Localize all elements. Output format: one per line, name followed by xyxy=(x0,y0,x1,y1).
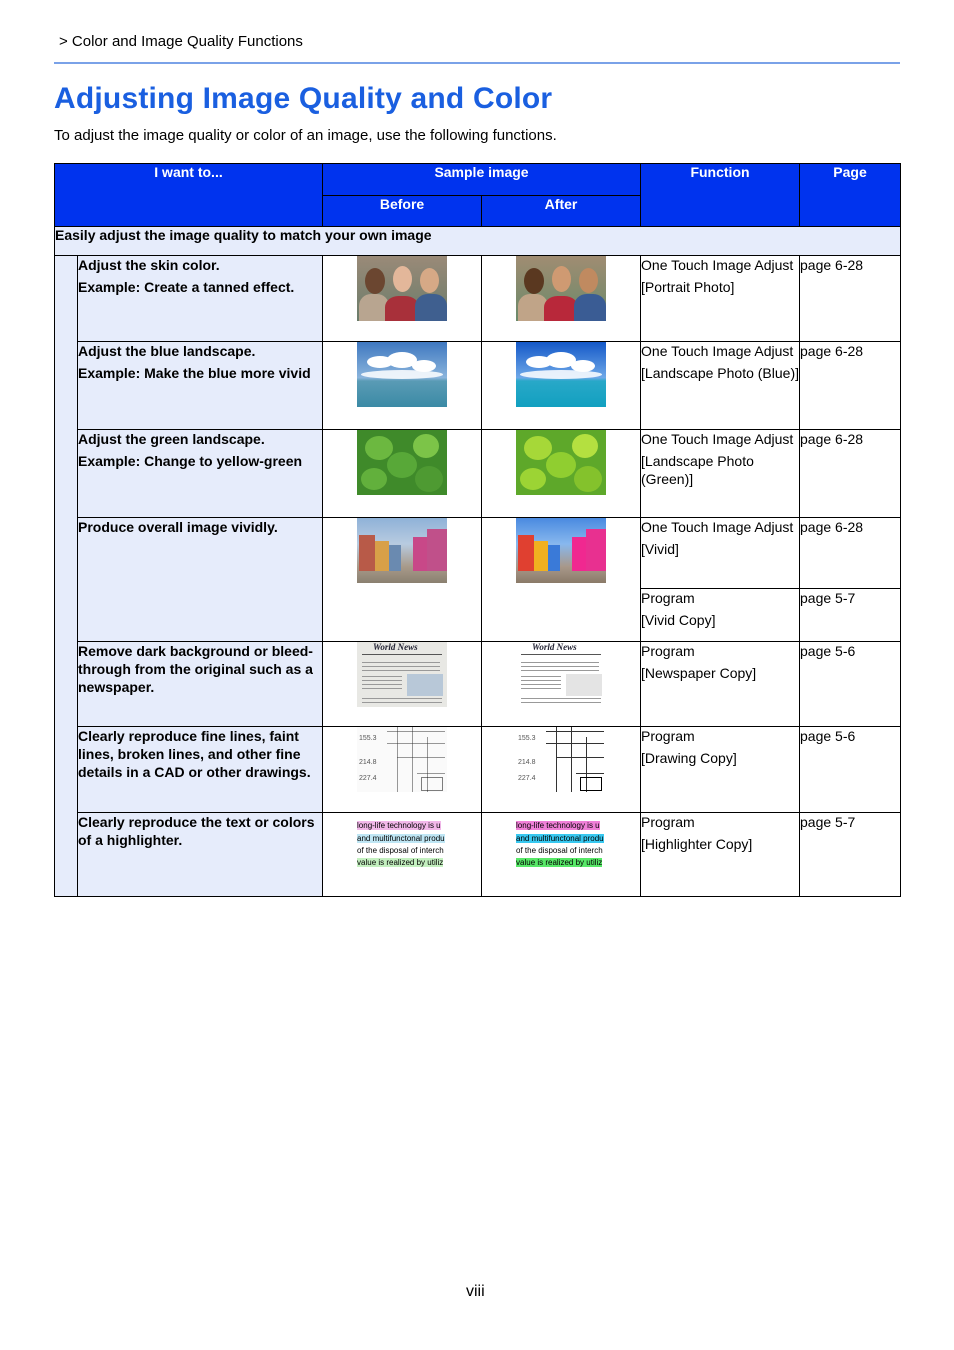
drawing-before-image xyxy=(357,727,447,792)
function-cell xyxy=(641,727,800,813)
want-example: Example: Make the blue more vivid xyxy=(78,365,311,381)
want-cell xyxy=(78,256,323,342)
want-text: Clearly reproduce fine lines, faint lines, broken lines, and other fine details in a CAD or other drawings. xyxy=(78,728,311,780)
after-cell xyxy=(482,642,641,727)
cad-label: 155.3 xyxy=(518,735,536,742)
function-name: One Touch Image Adjust xyxy=(641,257,794,273)
vivid-before-image xyxy=(357,518,447,583)
function-cell xyxy=(641,342,800,430)
after-cell xyxy=(482,430,641,518)
newspaper-after-image xyxy=(516,642,606,707)
function-cell xyxy=(641,518,800,589)
function-mode: [Portrait Photo] xyxy=(641,279,735,295)
want-text: Adjust the blue landscape. xyxy=(78,343,256,359)
function-mode: [Highlighter Copy] xyxy=(641,836,753,852)
function-name: One Touch Image Adjust xyxy=(641,519,794,535)
highlighter-after-image xyxy=(516,813,606,878)
highlight-line: and multifunctonal produ xyxy=(357,834,445,843)
after-cell xyxy=(482,727,641,813)
want-cell xyxy=(78,813,323,897)
function-mode: [Drawing Copy] xyxy=(641,750,737,766)
function-cell xyxy=(641,589,800,642)
page-ref: page 6-28 xyxy=(800,256,901,342)
after-cell xyxy=(482,256,641,342)
highlight-line: value is realized by utiliz xyxy=(357,858,444,867)
page-ref: page 6-28 xyxy=(800,342,901,430)
highlight-line: value is realized by utiliz xyxy=(516,858,603,867)
page-ref: page 5-7 xyxy=(800,813,901,897)
want-cell xyxy=(78,342,323,430)
before-cell xyxy=(323,430,482,518)
function-cell xyxy=(641,256,800,342)
want-cell xyxy=(78,642,323,727)
vivid-after-image xyxy=(516,518,606,583)
header-want: I want to... xyxy=(55,164,323,227)
function-name: Program xyxy=(641,643,695,659)
want-text: Remove dark background or bleed-through from the original such as a newspaper. xyxy=(78,643,313,695)
breadcrumb: > Color and Image Quality Functions xyxy=(59,33,303,50)
highlight-line: long-life technology is u xyxy=(516,821,600,830)
newspaper-before-image xyxy=(357,642,447,707)
before-cell xyxy=(323,813,482,897)
header-after: After xyxy=(482,196,641,227)
cad-label: 227.4 xyxy=(518,775,536,782)
header-sample: Sample image xyxy=(323,164,641,196)
function-name: Program xyxy=(641,590,695,606)
highlight-line: of the disposal of interch xyxy=(357,846,444,855)
cad-label: 227.4 xyxy=(359,775,377,782)
before-cell xyxy=(323,342,482,430)
function-name: Program xyxy=(641,814,695,830)
want-cell xyxy=(78,727,323,813)
function-mode: [Vivid Copy] xyxy=(641,612,716,628)
function-mode: [Landscape Photo (Green)] xyxy=(641,453,754,487)
header-function: Function xyxy=(641,164,800,227)
want-cell xyxy=(78,518,323,642)
want-example: Example: Change to yellow-green xyxy=(78,453,303,469)
want-text: Clearly reproduce the text or colors of a highlighter. xyxy=(78,814,315,848)
want-text: Produce overall image vividly. xyxy=(78,519,278,535)
green-landscape-after-image xyxy=(516,430,606,495)
indent-column xyxy=(55,256,78,897)
function-mode: [Newspaper Copy] xyxy=(641,665,757,681)
drawing-after-image xyxy=(516,727,606,792)
function-name: One Touch Image Adjust xyxy=(641,431,794,447)
want-text: Adjust the skin color. xyxy=(78,257,220,273)
section-heading: Easily adjust the image quality to match your own image xyxy=(55,227,901,256)
blue-landscape-after-image xyxy=(516,342,606,407)
page-ref: page 5-7 xyxy=(800,589,901,642)
header-rule xyxy=(54,62,900,64)
want-example: Example: Create a tanned effect. xyxy=(78,279,295,295)
header-page: Page xyxy=(800,164,901,227)
header-before: Before xyxy=(323,196,482,227)
function-cell xyxy=(641,430,800,518)
green-landscape-before-image xyxy=(357,430,447,495)
before-cell xyxy=(323,642,482,727)
page-ref: page 6-28 xyxy=(800,430,901,518)
function-mode: [Landscape Photo (Blue)] xyxy=(641,365,800,381)
after-cell xyxy=(482,813,641,897)
function-mode: [Vivid] xyxy=(641,541,679,557)
page-ref: page 5-6 xyxy=(800,727,901,813)
blue-landscape-before-image xyxy=(357,342,447,407)
want-cell xyxy=(78,430,323,518)
function-name: One Touch Image Adjust xyxy=(641,343,794,359)
page-ref: page 5-6 xyxy=(800,642,901,727)
portrait-after-image xyxy=(516,256,606,321)
highlight-line: of the disposal of interch xyxy=(516,846,603,855)
after-cell xyxy=(482,518,641,642)
intro-text: To adjust the image quality or color of an image, use the following functions. xyxy=(54,127,557,144)
page-ref: page 6-28 xyxy=(800,518,901,589)
before-cell xyxy=(323,727,482,813)
page-number: viii xyxy=(466,1283,485,1300)
before-cell xyxy=(323,518,482,642)
highlight-line: and multifunctonal produ xyxy=(516,834,604,843)
function-name: Program xyxy=(641,728,695,744)
functions-table xyxy=(54,163,901,897)
portrait-before-image xyxy=(357,256,447,321)
highlight-line: long-life technology is u xyxy=(357,821,441,830)
news-title: World News xyxy=(373,642,418,652)
before-cell xyxy=(323,256,482,342)
cad-label: 214.8 xyxy=(359,759,377,766)
function-cell xyxy=(641,813,800,897)
cad-label: 155.3 xyxy=(359,735,377,742)
function-cell xyxy=(641,642,800,727)
highlighter-before-image xyxy=(357,813,447,878)
news-title: World News xyxy=(532,642,577,652)
cad-label: 214.8 xyxy=(518,759,536,766)
want-text: Adjust the green landscape. xyxy=(78,431,265,447)
after-cell xyxy=(482,342,641,430)
page-title: Adjusting Image Quality and Color xyxy=(54,82,553,115)
